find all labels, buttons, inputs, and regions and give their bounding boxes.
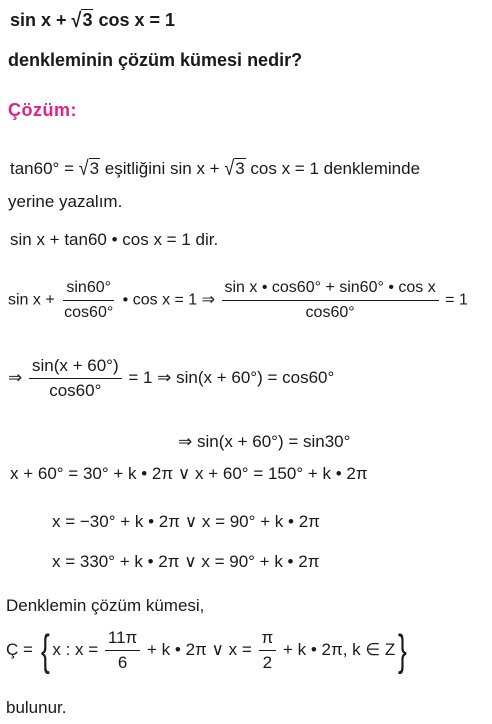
- solution-heading: Çözüm:: [8, 100, 77, 120]
- step-4: ⇒ $\frac{\sin(x + 60^\circ)}{\cos 60^\circ}$ = 1 ⇒ sin(x + 60°) = cos60°: [8, 356, 335, 400]
- fraction: $\frac{\sin 60^\circ}{\cos 60^\circ}$: [64, 279, 114, 321]
- problem-equation: sin x + √3 cos x = 1: [10, 8, 176, 32]
- solution-set: Ç = { x : x = $\frac{11\pi}{6}$ + k • 2π ∨ x = $\frac{\pi}{2}$ + k • 2π, k ∈ Z}: [6, 625, 408, 675]
- step-5: ⇒ sin(x + 60°) = sin30°: [178, 432, 351, 451]
- step-1-cont: yerine yazalım.: [8, 192, 123, 211]
- problem-question: denkleminin çözüm kümesi nedir?: [8, 50, 303, 70]
- fraction: $\frac{\text{sin x • cos60° + sin60° • cos x}}{\cos 60^\circ}$: [222, 278, 439, 323]
- step-3: sin x + $\frac{\sin 60^\circ}{\cos 60^\circ}$ • cos x = 1 ⇒ $\frac{\text{sin x • cos60° + sin60° • cos x}}{\cos 60^\circ}$ = 1: [8, 279, 468, 321]
- step-1: tan60° = √3 eşitliğini sin x + √3 cos x = 1 denkleminde: [10, 156, 421, 180]
- step-2: sin x + tan60 • cos x = 1 dir.: [10, 230, 219, 249]
- step-7: x = −30° + k • 2π ∨ x = 90° + k • 2π: [52, 512, 320, 531]
- fraction: $\frac{\pi}{2}$: [259, 628, 277, 673]
- step-6: x + 60° = 30° + k • 2π ∨ x + 60° = 150° + k • 2π: [10, 464, 368, 483]
- step-11: bulunur.: [6, 698, 67, 717]
- step-8: x = 330° + k • 2π ∨ x = 90° + k • 2π: [52, 552, 320, 571]
- step-9: Denklemin çözüm kümesi,: [6, 596, 205, 615]
- fraction: $\frac{\sin(x + 60^\circ)}{\cos 60^\circ}$: [29, 356, 122, 401]
- sqrt-3: √3: [71, 8, 93, 32]
- fraction: $\frac{11\pi}{6}$: [105, 628, 140, 673]
